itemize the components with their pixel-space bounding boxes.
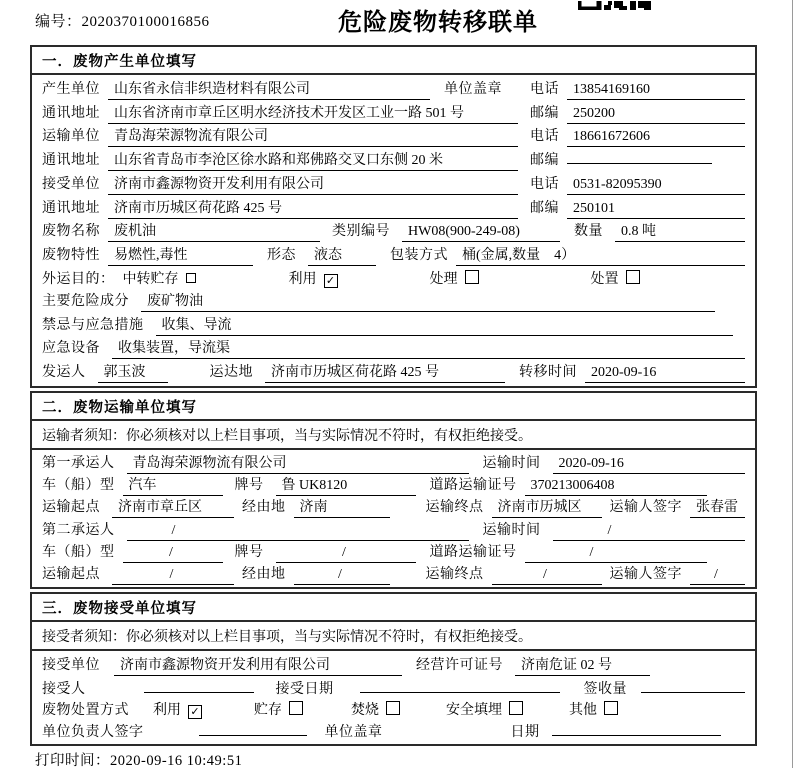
- disposal-option: [153, 699, 202, 719]
- quantity-value: 0.8 吨: [615, 220, 745, 242]
- address-value: 济南市历城区荷花路 425 号: [108, 197, 518, 219]
- address-value: 山东省济南市章丘区明水经济技术开发区工业一路 501 号: [108, 102, 518, 124]
- quantity-label: 数量: [574, 224, 603, 240]
- checkbox-icon: [186, 273, 196, 283]
- checkbox-icon: ✓: [188, 705, 202, 719]
- responsible-sign-label: 单位负责人签字: [42, 725, 144, 741]
- destination-label: 运达地: [209, 365, 253, 381]
- plate-label: 牌号: [234, 478, 264, 494]
- disposal-option-label: 安全填埋: [446, 703, 502, 719]
- purpose-label: 外运目的：: [42, 272, 115, 287]
- receive-unit-label: 接受单位: [42, 657, 100, 673]
- receive-unit-value: 济南市鑫源物资开发利用有限公司: [114, 654, 402, 676]
- purpose-option: [430, 268, 479, 288]
- purpose-option-label: 处理: [429, 272, 458, 287]
- purpose-option: [289, 268, 338, 288]
- form-serial-number: 编号：2020370100016856: [35, 14, 210, 30]
- vehicle-type-value: 汽车: [123, 474, 223, 496]
- form-row-equipment: [42, 337, 745, 359]
- transport-time-label: 运输时间: [482, 456, 541, 472]
- seal-label: 单位盖章: [444, 81, 502, 97]
- transport-time-label: 运输时间: [482, 522, 541, 538]
- category-label: 类别编号: [332, 224, 390, 240]
- purpose-option-label: 处置: [590, 272, 619, 287]
- section-producer: [30, 45, 757, 388]
- disposal-option-label: 焚烧: [351, 703, 379, 719]
- checkbox-icon: [626, 270, 640, 284]
- form-row-route2: [42, 563, 745, 585]
- purpose-option: [591, 268, 640, 288]
- route-start-label: 运输起点: [42, 566, 100, 582]
- zip-label: 邮编: [530, 153, 559, 169]
- disposal-option: [254, 699, 303, 719]
- address-label: 通讯地址: [42, 105, 100, 121]
- vehicle-type-value: /: [123, 545, 223, 563]
- form-row-purpose: [42, 268, 745, 288]
- receive-unit-value: 济南市鑫源物资开发利用有限公司: [108, 173, 518, 195]
- phone-value: 13854169160: [567, 82, 745, 100]
- checkbox-icon: ✓: [324, 274, 338, 288]
- form-row-receiver: [42, 678, 745, 698]
- form-row-taboo: [42, 314, 745, 336]
- receiver-label: 接受人: [42, 681, 86, 697]
- unit-seal-label: 单位盖章: [324, 725, 383, 741]
- taboo-value: 收集、导流: [156, 314, 734, 336]
- transport-time-value: 2020-09-16: [553, 456, 746, 474]
- transfer-time-value: 2020-09-16: [585, 365, 745, 383]
- road-permit-value: 370213006408: [525, 478, 708, 496]
- receive-unit-label: 接受单位: [42, 176, 100, 192]
- disposal-option-label: 贮存: [254, 703, 282, 719]
- page-title: 危险废物转移联单: [338, 10, 538, 36]
- carrier-sign-label: 运输人签字: [609, 500, 682, 516]
- form-row-address: [42, 197, 745, 219]
- form-row-carrier2: [42, 519, 745, 541]
- checkbox-icon: [465, 270, 479, 284]
- waste-trait-label: 废物特性: [42, 248, 100, 264]
- plate-value: 鲁 UK8120: [276, 474, 416, 496]
- vehicle-type-label: 车（船）型: [42, 478, 115, 494]
- carrier1-value: 青岛海荣源物流有限公司: [127, 452, 469, 474]
- section-transporter: [30, 391, 757, 589]
- address-value: 山东省青岛市李沧区徐水路和郑佛路交叉口东侧 20 米: [108, 149, 518, 171]
- qr-code-icon: [578, 0, 652, 10]
- hazard-label: 主要危险成分: [42, 293, 129, 309]
- transport-unit-label: 运输单位: [42, 129, 100, 145]
- transport-time-value: /: [553, 523, 746, 541]
- form-row-disposal: [42, 699, 745, 719]
- form-row-hazard: [42, 290, 745, 312]
- carrier-sign-value: 张春雷: [690, 496, 745, 518]
- zip-value: [567, 150, 712, 164]
- receive-date-label: 接受日期: [275, 681, 334, 697]
- route-start-label: 运输起点: [42, 500, 100, 516]
- form-row-route1: [42, 496, 745, 518]
- receiver-value: [144, 679, 254, 693]
- phone-label: 电话: [530, 129, 559, 145]
- section-receiver-title: 三．废物接受单位填写: [32, 594, 755, 622]
- sender-value: 郭玉波: [98, 361, 168, 383]
- disposal-option: [351, 699, 400, 719]
- receiver-notice: 接受者须知：你必须核对以上栏目事项，当与实际情况不符时，有权拒绝接受。: [32, 622, 755, 651]
- page-edge-divider: [792, 0, 793, 768]
- road-permit-label: 道路运输证号: [429, 478, 517, 494]
- form-row-vehicle1: [42, 474, 745, 496]
- disposal-option: [569, 699, 618, 719]
- form-row-waste-name: [42, 220, 745, 242]
- print-time: 打印时间：2020-09-16 10:49:51: [35, 753, 243, 768]
- produce-unit-label: 产生单位: [42, 81, 100, 97]
- equipment-label: 应急设备: [42, 341, 100, 357]
- disposal-option: [446, 699, 523, 719]
- purpose-option-label: 中转贮存: [122, 272, 179, 287]
- transfer-time-label: 转移时间: [519, 365, 577, 381]
- zip-label: 邮编: [530, 105, 559, 121]
- checkbox-icon: [604, 701, 618, 715]
- checkbox-icon: [289, 701, 303, 715]
- route-end-label: 运输终点: [425, 566, 484, 582]
- carrier-sign-label: 运输人签字: [609, 566, 682, 582]
- form-row-vehicle2: [42, 541, 745, 563]
- responsible-sign-value: [199, 722, 307, 736]
- vehicle-type-label: 车（船）型: [42, 544, 115, 560]
- form-state-label: 形态: [267, 248, 296, 264]
- waste-name-value: 废机油: [108, 220, 320, 242]
- category-value: HW08(900-249-08): [402, 224, 560, 242]
- form-row-receive-unit: [42, 654, 745, 676]
- form-row-receive-unit: [42, 173, 745, 195]
- section-producer-title: 一．废物产生单位填写: [32, 47, 755, 75]
- checkbox-icon: [386, 701, 400, 715]
- route-end-value: 济南市历城区: [492, 496, 602, 518]
- date-label: 日期: [510, 725, 540, 741]
- form-row-sender: [42, 361, 745, 383]
- hazard-value: 废矿物油: [141, 290, 715, 312]
- via-value: /: [294, 567, 390, 585]
- phone-value: 0531-82095390: [567, 177, 745, 195]
- route-start-value: /: [112, 567, 234, 585]
- zip-value: 250101: [567, 201, 745, 219]
- date-value: [552, 722, 722, 736]
- form-row-produce-unit: [42, 78, 745, 100]
- carrier-sign-value: /: [690, 567, 745, 585]
- disposal-option-label: 其他: [569, 703, 597, 719]
- zip-value: 250200: [567, 106, 745, 124]
- plate-label: 牌号: [234, 544, 264, 560]
- signed-qty-value: [641, 679, 745, 693]
- form-row-transport-unit: [42, 125, 745, 147]
- plate-value: /: [276, 545, 416, 563]
- form-row-address: [42, 149, 745, 171]
- produce-unit-value: 山东省永信非织造材料有限公司: [108, 78, 430, 100]
- signed-qty-label: 签收量: [583, 681, 627, 697]
- carrier2-label: 第二承运人: [42, 522, 115, 538]
- zip-label: 邮编: [530, 200, 559, 216]
- phone-label: 电话: [530, 81, 559, 97]
- checkbox-icon: [509, 701, 523, 715]
- route-start-value: 济南市章丘区: [112, 496, 234, 518]
- via-label: 经由地: [242, 566, 286, 582]
- form-row-carrier1: [42, 452, 745, 474]
- address-label: 通讯地址: [42, 153, 100, 169]
- via-label: 经由地: [242, 500, 286, 516]
- route-end-label: 运输终点: [425, 500, 484, 516]
- license-label: 经营许可证号: [416, 657, 503, 673]
- receive-date-value: [360, 679, 560, 693]
- form-row-signature: [42, 721, 745, 741]
- purpose-option-label: 利用: [288, 272, 317, 287]
- route-end-value: /: [492, 567, 602, 585]
- road-permit-value: /: [525, 545, 708, 563]
- purpose-option: [123, 268, 196, 288]
- form-state-value: 液态: [308, 244, 376, 266]
- destination-value: 济南市历城区荷花路 425 号: [265, 361, 505, 383]
- disposal-option-label: 利用: [153, 703, 181, 719]
- waste-name-label: 废物名称: [42, 224, 100, 240]
- phone-label: 电话: [530, 176, 559, 192]
- sender-label: 发运人: [42, 365, 86, 381]
- road-permit-label: 道路运输证号: [429, 544, 517, 560]
- taboo-label: 禁忌与应急措施: [42, 317, 144, 333]
- equipment-value: 收集装置，导流渠: [112, 337, 745, 359]
- package-value: 桶(金属,数量 4）: [456, 244, 745, 266]
- via-value: 济南: [294, 496, 390, 518]
- form-row-address: [42, 102, 745, 124]
- license-value: 济南危证 02 号: [515, 654, 650, 676]
- transport-unit-value: 青岛海荣源物流有限公司: [108, 125, 518, 147]
- section-transporter-title: 二．废物运输单位填写: [32, 393, 755, 421]
- waste-trait-value: 易燃性,毒性: [108, 244, 253, 266]
- address-label: 通讯地址: [42, 200, 100, 216]
- carrier2-value: /: [127, 523, 469, 541]
- phone-value: 18661672606: [567, 129, 745, 147]
- section-receiver: [30, 592, 757, 746]
- package-label: 包装方式: [390, 248, 448, 264]
- transporter-notice: 运输者须知：你必须核对以上栏目事项，当与实际情况不符时，有权拒绝接受。: [32, 421, 755, 450]
- carrier1-label: 第一承运人: [42, 456, 115, 472]
- form-row-waste-trait: [42, 244, 745, 266]
- disposal-label: 废物处置方式: [42, 703, 129, 719]
